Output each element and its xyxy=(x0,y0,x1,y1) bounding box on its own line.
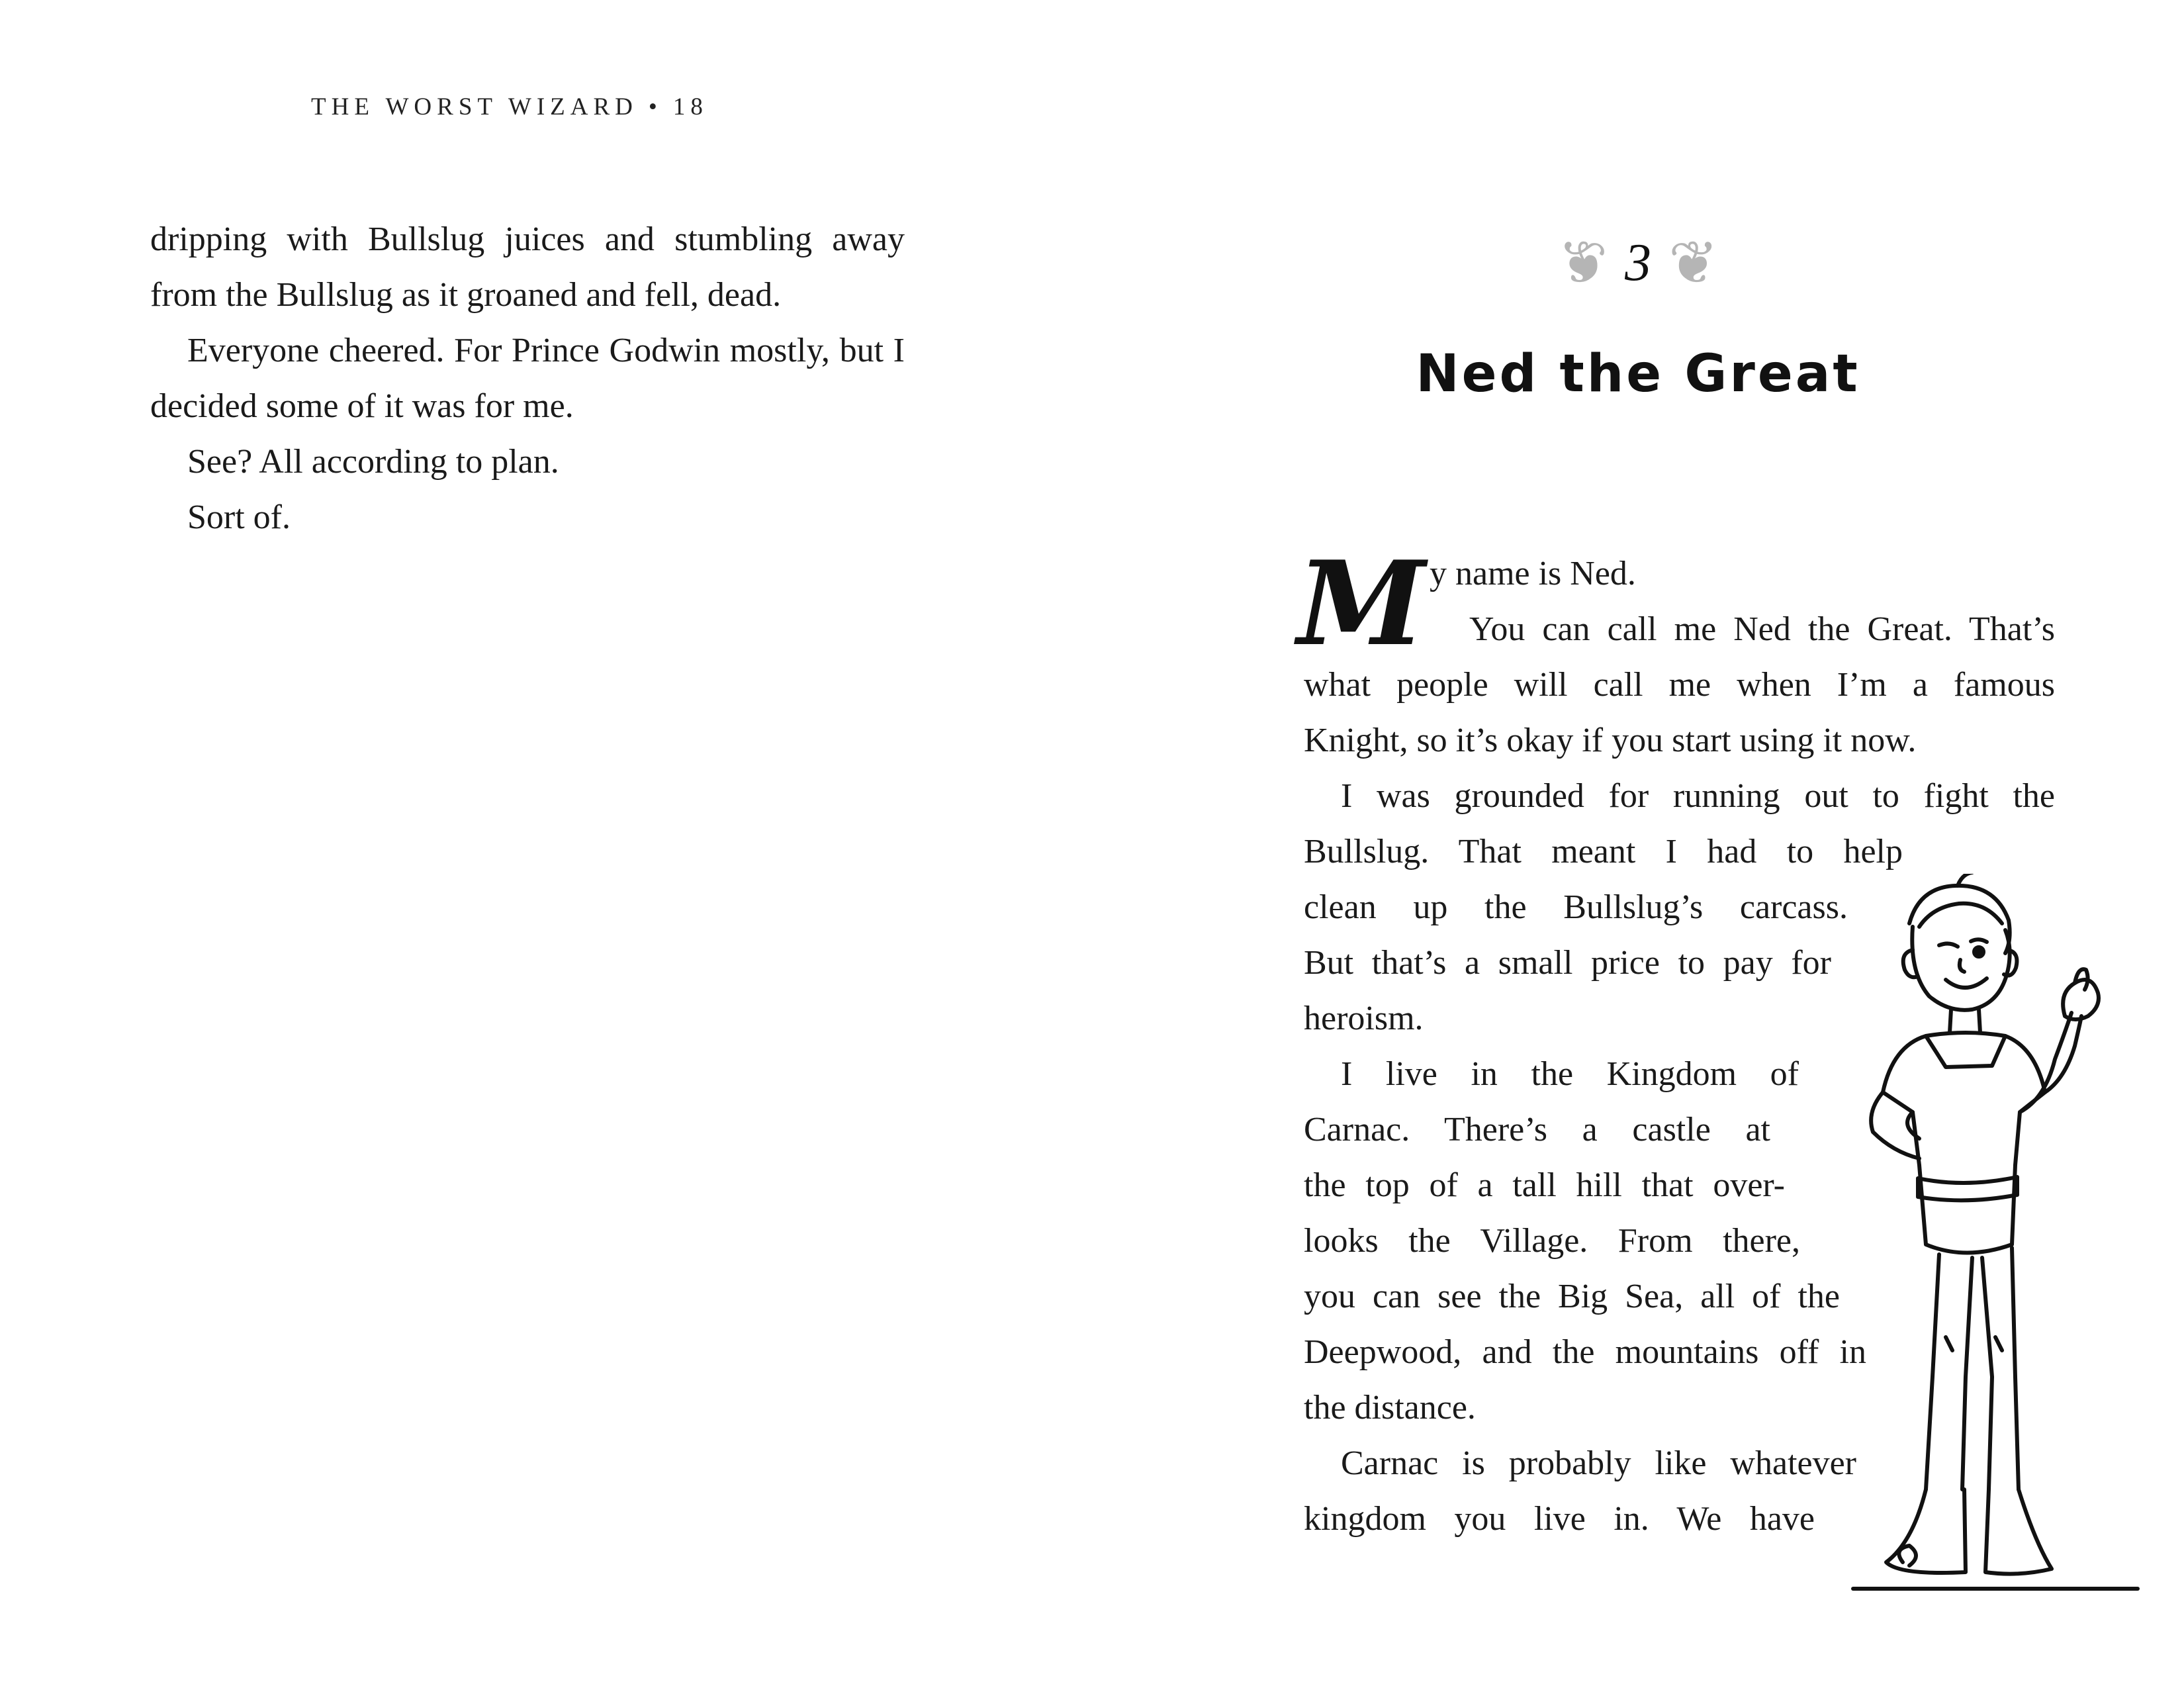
text-line: Bullslug. That meant I had to help xyxy=(1304,833,1903,870)
running-head xyxy=(311,93,708,121)
paragraph: See? All according to plan. xyxy=(187,443,559,481)
collar xyxy=(1926,1033,2005,1067)
text-line: I live in the Kingdom of xyxy=(1341,1055,1799,1093)
text-line: Deepwood, and the mountains off in xyxy=(1304,1333,1866,1371)
text-line: the distance. xyxy=(1304,1389,1476,1427)
page-number: 18 xyxy=(672,93,708,120)
thumbs-up-hand xyxy=(2063,980,2099,1019)
belt xyxy=(1918,1177,2017,1200)
right-boot xyxy=(1985,1489,2052,1574)
drop-cap: M xyxy=(1297,536,1426,672)
book-title: THE WORST WIZARD xyxy=(311,93,638,120)
text-line: what people will call me when I’m a famous xyxy=(1304,666,2055,704)
text-line: y name is Ned. xyxy=(1430,555,1636,592)
left-boot xyxy=(1886,1489,1966,1573)
text-line: the top of a tall hill that over- xyxy=(1304,1166,1785,1204)
text-line: I was grounded for running out to fight the xyxy=(1341,777,2055,815)
ornament-left-icon: ❦ xyxy=(1557,228,1608,298)
text-line: You can call me Ned the Great. That’s xyxy=(1469,610,2055,648)
text-line: Carnac. There’s a castle at xyxy=(1304,1111,1770,1149)
paragraph: Everyone cheered. For Prince Godwin mostly, but I decided some of it was for me. xyxy=(150,332,905,425)
text-line: But that’s a small price to pay for xyxy=(1304,944,1831,982)
left-leg xyxy=(1926,1254,1939,1489)
paragraph: dripping with Bullslug juices and stumbling away from the Bullslug as it groaned and fell, dead. xyxy=(150,220,905,314)
text-line: kingdom you live in. We have xyxy=(1304,1500,1815,1538)
chapter-number-value: 3 xyxy=(1625,234,1651,292)
hair-cowlick xyxy=(1958,874,1972,886)
ned-illustration xyxy=(1846,874,2144,1602)
text-line: looks the Village. From there, xyxy=(1304,1222,1800,1260)
right-leg xyxy=(1982,1258,1992,1489)
text-line: you can see the Big Sea, all of the xyxy=(1304,1278,1840,1315)
text-line: Carnac is probably like whatever xyxy=(1341,1444,1856,1482)
ornament-right-icon: ❦ xyxy=(1668,228,1719,298)
chapter-title: Ned the Great xyxy=(1416,344,1860,404)
left-body-text xyxy=(150,212,905,545)
paragraph: Sort of. xyxy=(187,498,291,536)
text-line: heroism. xyxy=(1304,1000,1424,1037)
text-line: Knight, so it’s okay if you start using it now. xyxy=(1304,722,1917,759)
running-head-bullet: • xyxy=(648,93,662,120)
chapter-number xyxy=(1092,228,2184,298)
text-line: clean up the Bullslug’s carcass. xyxy=(1304,888,1848,926)
